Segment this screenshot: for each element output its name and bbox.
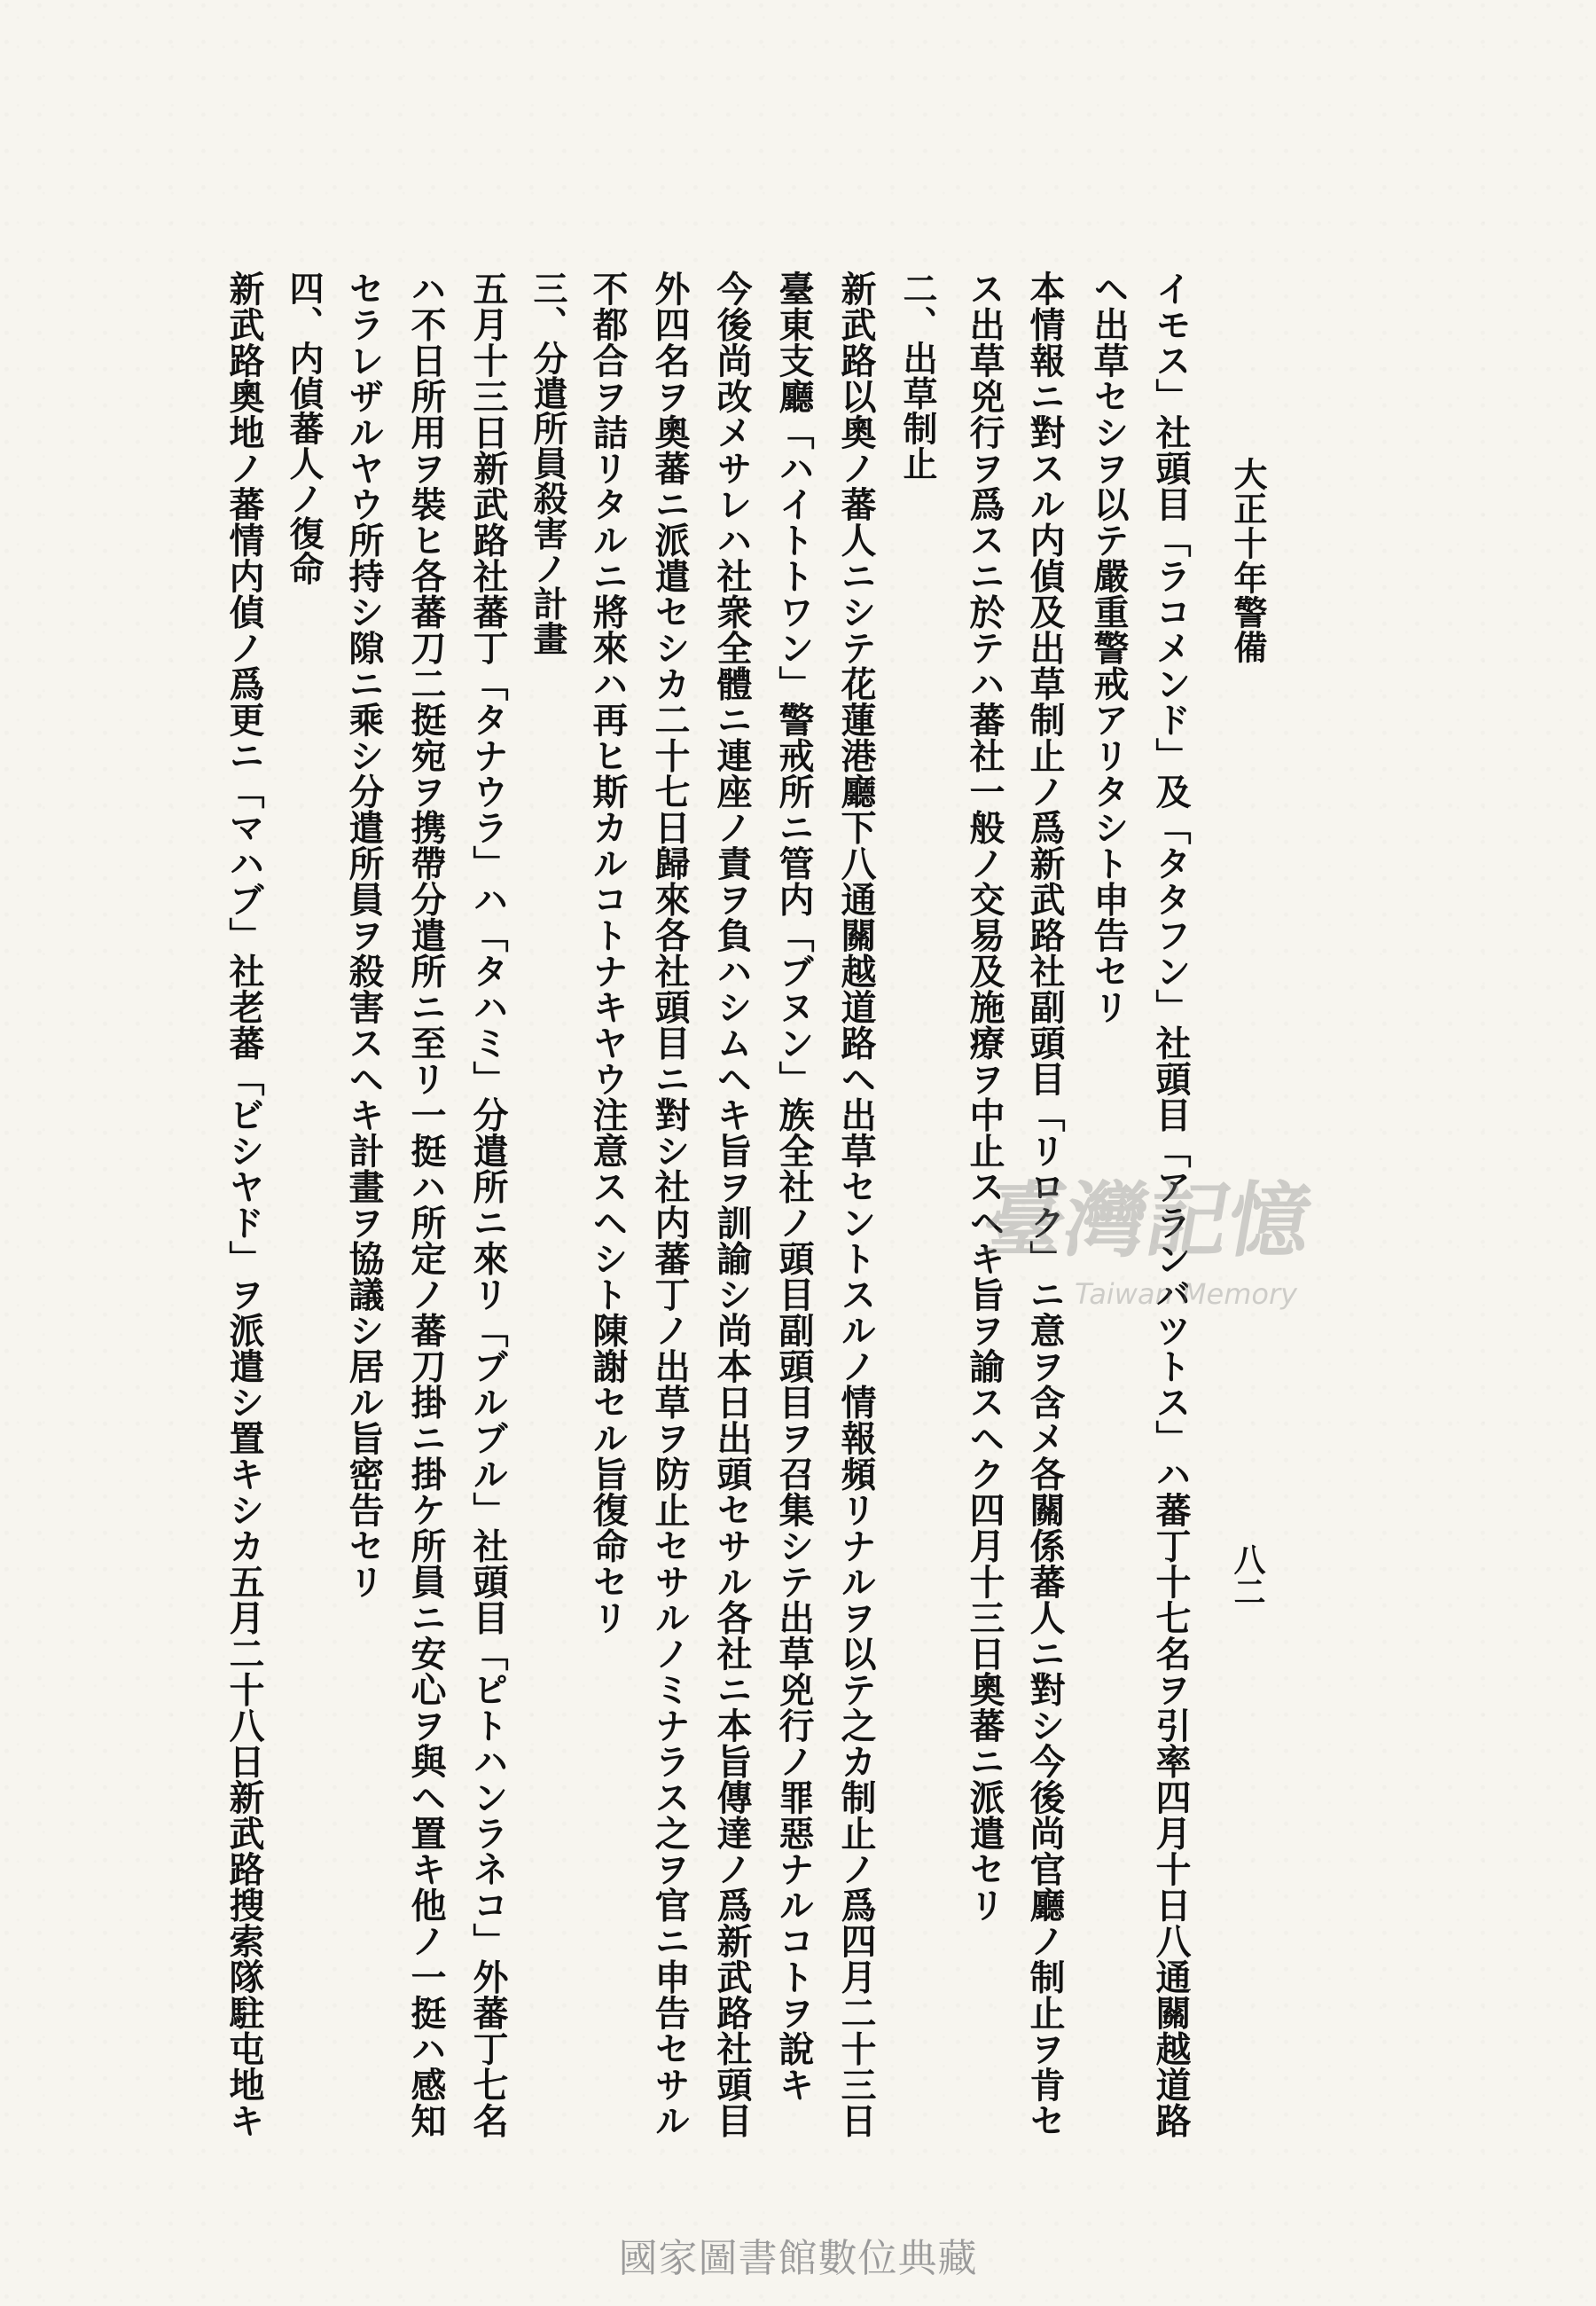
text-column: イモス」社頭目「ラコメンド」及「タタフン」社頭目「アランバツトス」ハ蕃丁十七名ヲ引率四月十日八通關越道路 <box>1150 271 1192 2138</box>
text-column: ス出草兇行ヲ爲スニ於テハ蕃社一般ノ交易及施療ヲ中止スヘキ旨ヲ諭スヘク四月十三日奧蕃ニ派遣セリ <box>964 271 1005 1923</box>
page-header-title: 大正十年警備 <box>1228 457 1268 664</box>
text-column: 新武路以奧ノ蕃人ニシテ花蓮港廳下八通關越道路ヘ出草セントスルノ情報頻リナルヲ以テ之カ制止ノ爲四月二十三日 <box>835 271 877 2138</box>
page-number: 八二 <box>1229 1543 1266 1607</box>
watermark <box>975 1173 1321 1339</box>
text-column: 臺東支廳「ハイトトワン」警戒所ニ管内「ブヌン」族全社ノ頭目副頭目ヲ召集シテ出草兇行ノ罪惡ナルコトヲ說キ <box>773 271 815 2103</box>
text-column: 五月十三日新武路社蕃丁「タナウラ」ハ「タハミ」分遣所ニ來リ「ブルブル」社頭目「ピトハンラネコ」外蕃丁七名 <box>467 271 509 2138</box>
section-heading: 二、出草制止 <box>897 271 938 481</box>
watermark-sub-text: Taiwan Memory <box>1075 1277 1298 1311</box>
section-heading: 三、分遣所員殺害ノ計畫 <box>528 271 568 656</box>
text-column: 今後尚改メサレハ社衆全體ニ連座ノ責ヲ負ハシムヘキ旨ヲ訓諭シ尚本日出頭セサル各社ニ本旨傳達ノ爲新武路社頭目 <box>711 271 753 2138</box>
text-column: ハ不日所用ヲ裝ヒ各蕃刀二挺宛ヲ携帶分遣所ニ至リ一挺ハ所定ノ蕃刀掛ニ掛ケ所員ニ安心ヲ與ヘ置キ他ノ一挺ハ感知 <box>405 271 447 2138</box>
text-column: ヘ出草セシヲ以テ嚴重警戒アリタシト申告セリ <box>1088 271 1130 1025</box>
text-column: セラレザルヤウ所持シ隙ニ乘シ分遣所員ヲ殺害スヘキ計畫ヲ協議シ居ル旨密告セリ <box>343 271 385 1600</box>
watermark-main-text: 臺灣記憶 <box>975 1173 1319 1268</box>
text-column: 外四名ヲ奧蕃ニ派遣セシカ二十七日歸來各社頭目ニ對シ社内蕃丁ノ出草ヲ防止セサルノミナラス之ヲ官ニ申告セサル <box>649 271 691 2138</box>
footer-text: 國家圖書館數位典藏 <box>618 2236 978 2281</box>
text-column: 本情報ニ對スル内偵及出草制止ノ爲新武路社副頭目「リロク」ニ意ヲ含メ各關係蕃人ニ對シ今後尚官廳ノ制止ヲ肯セ <box>1024 271 1066 2138</box>
text-column: 新武路奧地ノ蕃情内偵ノ爲更ニ「マハブ」社老蕃「ビシヤド」ヲ派遣シ置キシカ五月二十八日新武路搜索隊駐屯地キ <box>223 271 265 2138</box>
text-column: 不都合ヲ詰リタルニ將來ハ再ヒ斯カルコトナキヤウ注意スヘシト陳謝セル旨復命セリ <box>587 271 629 1635</box>
section-heading: 四、内偵蕃人ノ復命 <box>284 271 325 586</box>
